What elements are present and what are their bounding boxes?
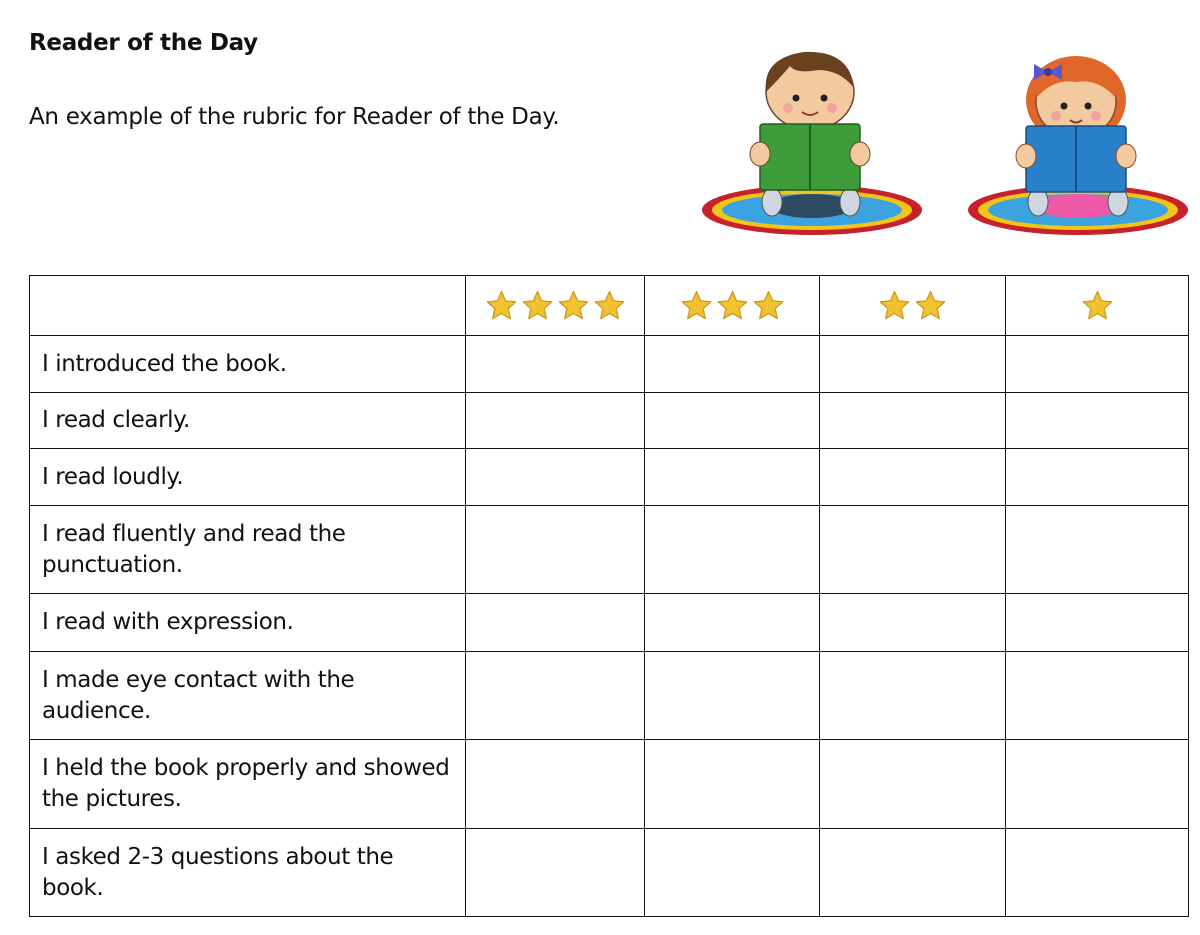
criterion-label: I read fluently and read the punctuation. [30,506,466,594]
rating-cell-3-stars[interactable] [645,594,820,652]
rating-cell-4-stars[interactable] [466,740,645,829]
star-group [820,289,1005,322]
criterion-label: I asked 2-3 questions about the book. [30,829,466,917]
rating-cell-4-stars[interactable] [466,336,645,393]
rating-cell-3-stars[interactable] [645,393,820,449]
criterion-label: I introduced the book. [30,336,466,393]
rating-cell-1-stars[interactable] [1006,829,1189,917]
star-group [466,289,644,322]
rating-cell-3-stars[interactable] [645,652,820,740]
rating-cell-3-stars[interactable] [645,740,820,829]
rating-cell-1-stars[interactable] [1006,449,1189,506]
criterion-label: I read loudly. [30,449,466,506]
rating-cell-1-stars[interactable] [1006,393,1189,449]
rating-cell-2-stars[interactable] [820,506,1006,594]
star-icon [878,289,911,322]
star-icon [593,289,626,322]
rubric-row [30,740,1189,829]
criterion-label: I held the book properly and showed the pictures. [30,740,466,829]
criterion-label: I read with expression. [30,594,466,652]
rating-header-4-stars [466,276,645,336]
rating-cell-3-stars[interactable] [645,336,820,393]
rubric-corner-cell [30,276,466,336]
rating-cell-1-stars[interactable] [1006,740,1189,829]
rating-cell-2-stars[interactable] [820,393,1006,449]
rubric-row [30,336,1189,393]
rating-cell-4-stars[interactable] [466,393,645,449]
rating-cell-2-stars[interactable] [820,336,1006,393]
star-group [1006,289,1188,322]
rubric-header-row [30,276,1189,336]
star-icon [485,289,518,322]
rating-header-2-stars [820,276,1006,336]
rating-cell-4-stars[interactable] [466,652,645,740]
rubric-row [30,594,1189,652]
rubric-table [29,275,1189,917]
star-icon [716,289,749,322]
rating-cell-1-stars[interactable] [1006,506,1189,594]
star-group [645,289,819,322]
rating-cell-2-stars[interactable] [820,829,1006,917]
girl-reading-illustration [964,48,1192,240]
page-description: An example of the rubric for Reader of the Day. [29,104,560,130]
rating-cell-3-stars[interactable] [645,449,820,506]
rating-cell-4-stars[interactable] [466,594,645,652]
criterion-label: I read clearly. [30,393,466,449]
rubric-row [30,393,1189,449]
star-icon [521,289,554,322]
star-icon [914,289,947,322]
star-icon [680,289,713,322]
rating-header-1-stars [1006,276,1189,336]
rating-cell-3-stars[interactable] [645,829,820,917]
boy-reading-illustration [700,48,928,240]
rating-cell-4-stars[interactable] [466,449,645,506]
rating-cell-2-stars[interactable] [820,449,1006,506]
criterion-label: I made eye contact with the audience. [30,652,466,740]
page-title: Reader of the Day [29,30,258,56]
rubric-row [30,829,1189,917]
rubric-row [30,506,1189,594]
rating-cell-3-stars[interactable] [645,506,820,594]
rating-header-3-stars [645,276,820,336]
rubric-row [30,652,1189,740]
rating-cell-1-stars[interactable] [1006,336,1189,393]
rubric-body [30,336,1189,917]
rating-cell-2-stars[interactable] [820,740,1006,829]
star-icon [752,289,785,322]
star-icon [557,289,590,322]
rating-cell-1-stars[interactable] [1006,594,1189,652]
rating-cell-1-stars[interactable] [1006,652,1189,740]
rating-cell-4-stars[interactable] [466,829,645,917]
rating-cell-2-stars[interactable] [820,652,1006,740]
star-icon [1081,289,1114,322]
rating-cell-2-stars[interactable] [820,594,1006,652]
rating-cell-4-stars[interactable] [466,506,645,594]
rubric-row [30,449,1189,506]
